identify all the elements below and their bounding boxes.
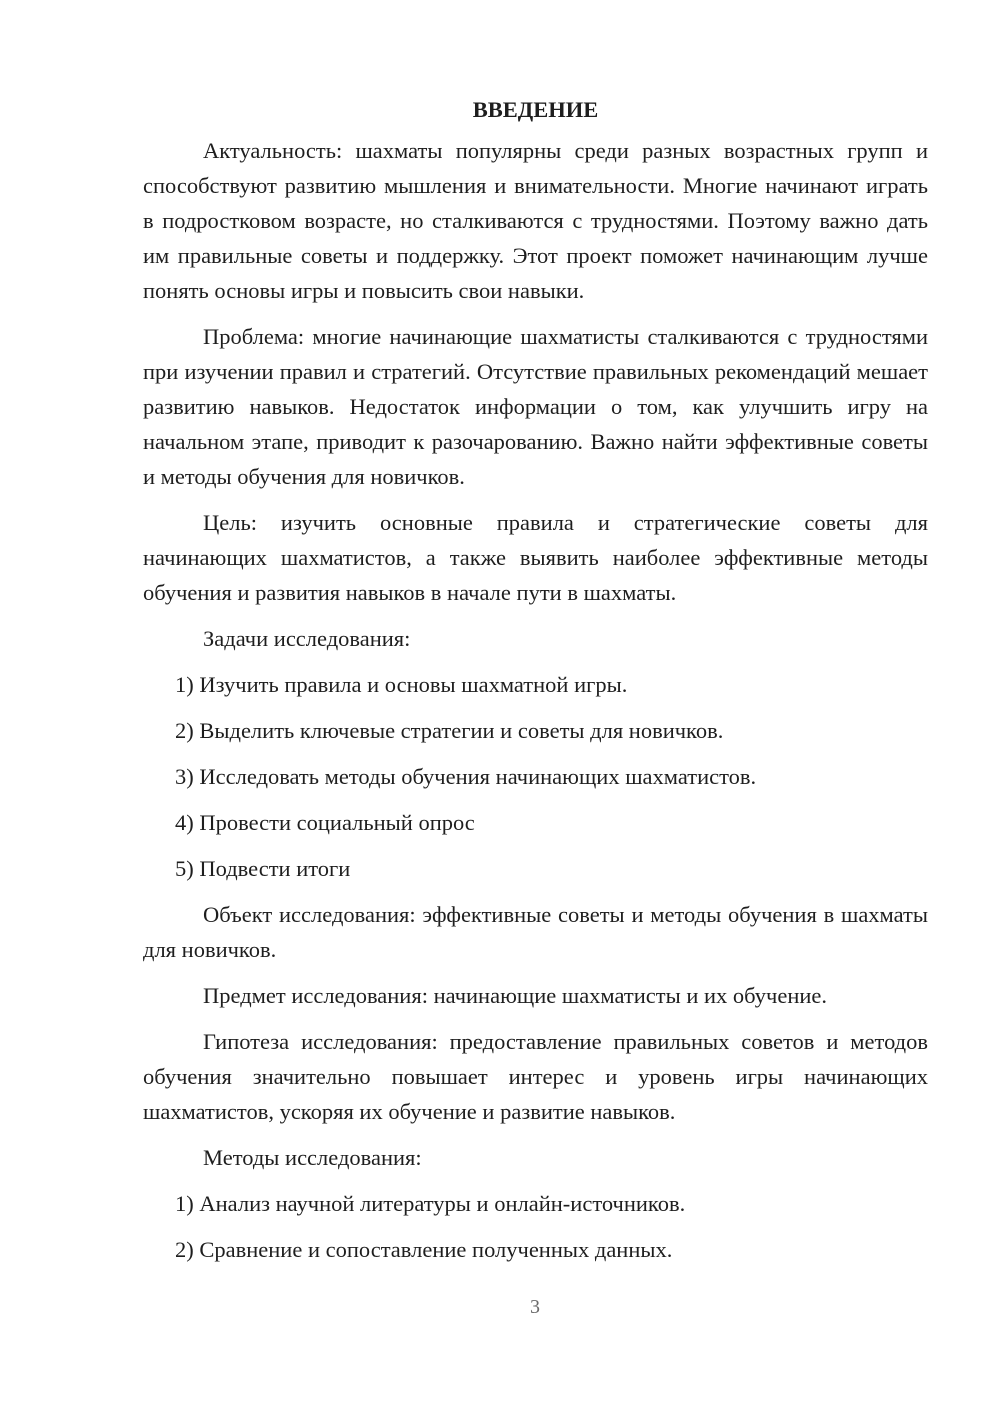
methods-heading: Методы исследования: (203, 1145, 422, 1170)
relevance-paragraph: Актуальность: шахматы популярны среди разных возрастных групп и способствуют развитию мышления и внимательности. Многие начинают играть в подростковом возрасте, но сталкиваются с трудностями. Поэтому важно дать им правильные советы и поддержку. Этот проект поможет начинающим лучше понять основы игры и повысить свои навыки. (143, 138, 928, 303)
list-item: 4) Провести социальный опрос (175, 810, 475, 835)
problem-paragraph: Проблема: многие начинающие шахматисты сталкиваются с трудностями при изучении правил и стратегий. Отсутствие правильных рекомендаций мешает развитию навыков. Недостаток информации о том, как улучшить игру на начальном этапе, приводит к разочарованию. Важно найти эффективные советы и методы обучения для новичков. (143, 324, 928, 489)
methods-list (143, 1186, 928, 1267)
document-page (143, 92, 928, 1278)
subject-paragraph: Предмет исследования: начинающие шахматисты и их обучение. (203, 983, 828, 1008)
tasks-list (143, 667, 928, 886)
list-item: 2) Сравнение и сопоставление полученных данных. (175, 1237, 673, 1262)
list-item: 1) Изучить правила и основы шахматной игры. (175, 672, 628, 697)
page-number: 3 (530, 1296, 540, 1318)
hypothesis-paragraph: Гипотеза исследования: предоставление правильных советов и методов обучения значительно повышает интерес и уровень игры начинающих шахматистов, ускоряя их обучение и развитие навыков. (143, 1029, 928, 1124)
goal-paragraph: Цель: изучить основные правила и стратегические советы для начинающих шахматистов, а также выявить наиболее эффективные методы обучения и развития навыков в начале пути в шахматы. (143, 510, 928, 605)
list-item: 2) Выделить ключевые стратегии и советы для новичков. (175, 718, 724, 743)
list-item: 3) Исследовать методы обучения начинающих шахматистов. (175, 764, 757, 789)
tasks-heading: Задачи исследования: (203, 626, 411, 651)
list-item: 5) Подвести итоги (175, 856, 351, 881)
list-item: 1) Анализ научной литературы и онлайн-источников. (175, 1191, 686, 1216)
section-title: ВВЕДЕНИЕ (472, 97, 599, 122)
object-paragraph: Объект исследования: эффективные советы и методы обучения в шахматы для новичков. (143, 902, 928, 962)
